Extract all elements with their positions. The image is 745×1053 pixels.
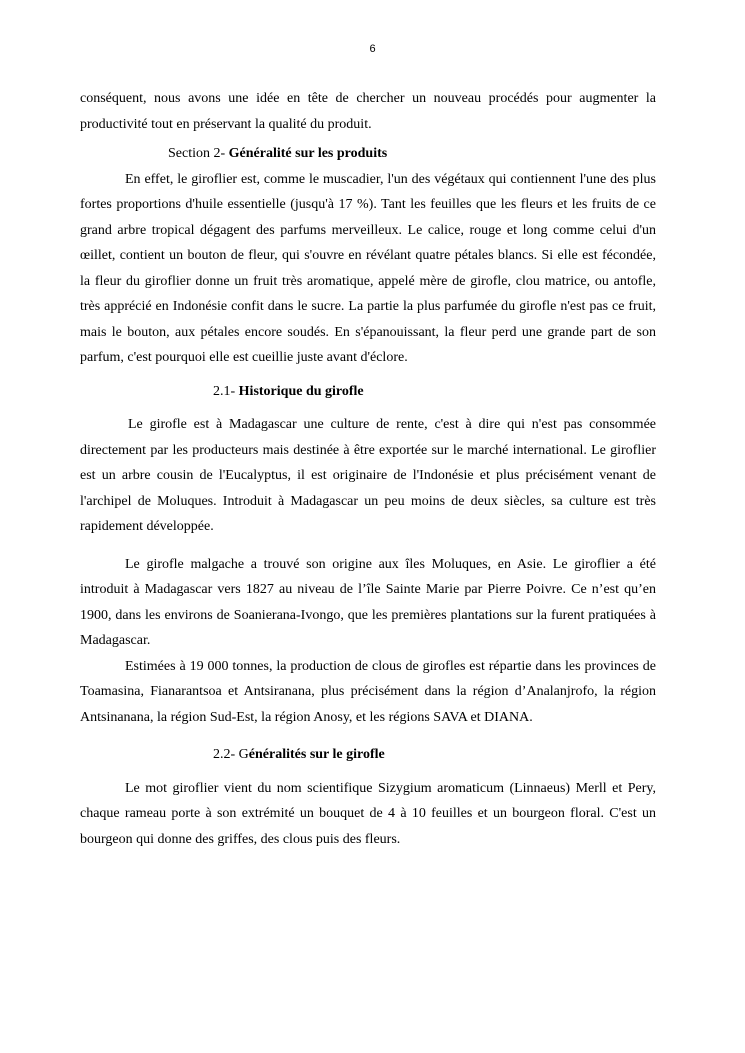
section-2-heading [80, 141, 656, 167]
paragraph-generalite: En effet, le giroflier est, comme le muscadier, l'un des végétaux qui contiennent l'une des plus fortes proportions d'huile essentielle (jusqu'à 17 %). Tant les feuilles que les fleurs et les fruits de ce grand arbre tropical dégagent des parfums merveilleux. Le calice, rouge et long comme celui d'un œillet, contient un bouton de fleur, qui s'ouvre en révélant quatre pétales blancs. Si elle est fécondée, la fleur du giroflier donne un fruit très aromatique, appelé mère de girofle, clou matrice, ou antofle, très apprécié en Indonésie confit dans le sucre. La partie la plus parfumée du girofle n'est pas ce fruit, mais le bouton, aux pétales encore soudés. En s'épanouissant, la fleur perd une grande part de son parfum, c'est pourquoi elle est cueillie juste avant d'éclore. [80, 171, 656, 365]
subsection-2-2-prefix: 2.2- G [213, 747, 249, 762]
subsection-2-1-prefix: 2.1- [213, 383, 239, 399]
page-number: 6 [369, 43, 376, 55]
subsection-2-1-title: Historique du girofle [238, 383, 364, 399]
subsection-2-2-heading [80, 742, 656, 768]
paragraph-historique: Le girofle est à Madagascar une culture de rente, c'est à dire qui n'est pas consommée directement par les producteurs mais destinée à être exportée sur le marché international. Le giroflier est un arbre cousin de l'Eucalyptus, il est originaire de l'Indonésie et plus précisément venant de l'archipel de Moluques. Introduit à Madagascar un peu moins de deux siècles, sa culture est très rapidement développée. [80, 417, 656, 534]
paragraph-origine: Le girofle malgache a trouvé son origine aux îles Moluques, en Asie. Le giroflier a été introduit à Madagascar vers 1827 au niveau de l’île Sainte Marie par Pierre Poivre. Ce n’est qu’en 1900, dans les environs de Soanierana-Ivongo, que les premières plantations sur la furent pratiquées à Madagascar. [80, 556, 656, 648]
subsection-2-1-heading [80, 379, 656, 405]
paragraph-production: Estimées à 19 000 tonnes, la production de clous de girofles est répartie dans les provinces de Toamasina, Fianarantsoa et Antsiranana, plus précisément dans la région d’Analanjrofo, la région Antsinanana, la région Sud-Est, la région Anosy, et les régions SAVA et DIANA. [80, 658, 656, 725]
paragraph-intro-continuation: conséquent, nous avons une idée en tête de chercher un nouveau procédés pour augmenter la productivité tout en préservant la qualité du produit. [80, 91, 656, 132]
section-2-title: Généralité sur les produits [228, 146, 388, 161]
paragraph-giroflier: Le mot giroflier vient du nom scientifique Sizygium aromaticum (Linnaeus) Merll et Pery, chaque rameau porte à son extrémité un bouquet de 4 à 10 feuilles et un bourgeon floral. C'est un bourgeon qui donne des griffes, des clous puis des fleurs. [80, 780, 656, 847]
section-2-prefix: Section 2- [168, 146, 229, 161]
subsection-2-2-title: énéralités sur le girofle [248, 747, 385, 762]
document-body [80, 86, 656, 852]
